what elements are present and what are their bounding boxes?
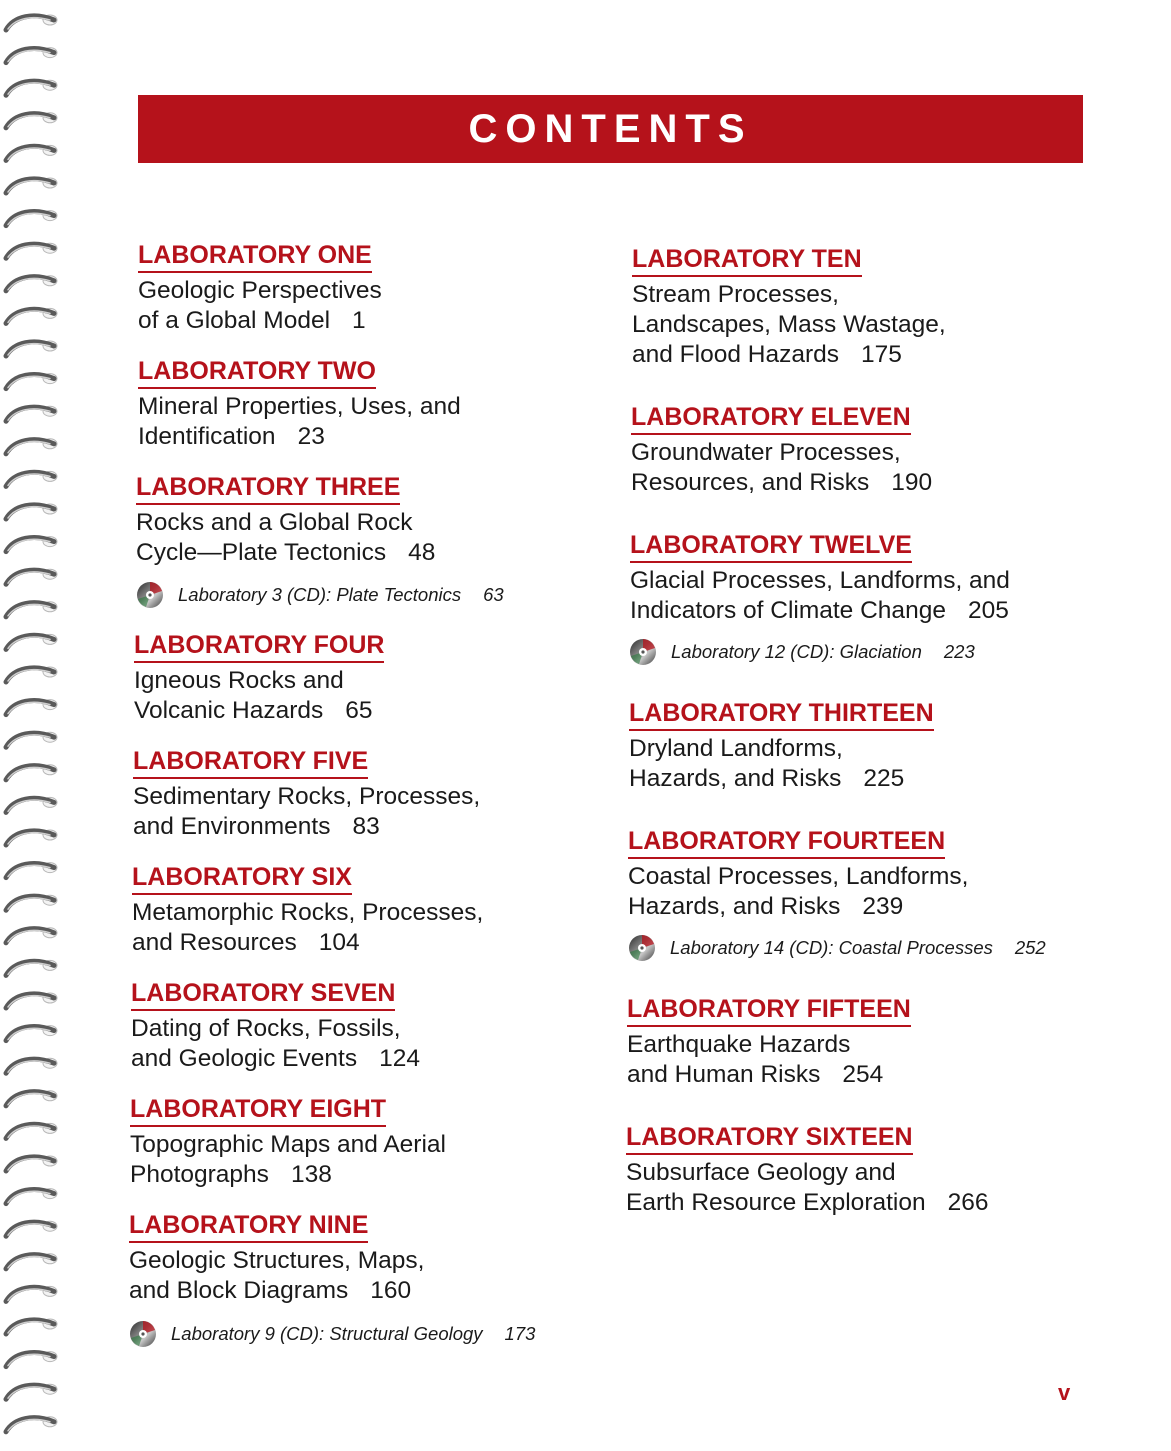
lab-heading: LABORATORY SIX: [132, 862, 352, 895]
toc-entry: [133, 746, 480, 842]
spiral-coil: [6, 1221, 57, 1236]
lab-title-text: of a Global Model: [138, 307, 331, 334]
spiral-coil: [6, 1189, 57, 1204]
spiral-coil: [6, 1091, 57, 1106]
spiral-binding: [0, 0, 70, 1451]
cd-page-number: 173: [504, 1323, 536, 1344]
cd-page-number: 63: [483, 584, 504, 605]
page-folio: v: [1058, 1380, 1071, 1405]
spiral-coil: [6, 1286, 57, 1301]
lab-title-text: Hazards, and Risks: [628, 893, 841, 920]
lab-title-line: [630, 596, 1010, 626]
spiral-coil: [6, 634, 57, 649]
page-number: 124: [379, 1045, 420, 1072]
cd-disc-icon: [136, 581, 164, 609]
lab-title-text: Cycle—Plate Tectonics: [136, 539, 387, 566]
lab-title-text: Identification: [138, 423, 276, 450]
lab-title-line: [134, 666, 384, 696]
spiral-coil: [6, 504, 57, 519]
toc-entry: [136, 472, 435, 568]
spiral-coil: [6, 1123, 57, 1138]
spiral-coil: [6, 15, 57, 30]
spiral-coil: [6, 667, 57, 682]
toc-entry: [626, 1122, 989, 1218]
spiral-coil: [6, 48, 57, 63]
spiral-coil: [6, 1352, 57, 1367]
lab-heading: LABORATORY ONE: [138, 240, 372, 273]
cd-supplement: [628, 934, 1046, 962]
lab-heading: LABORATORY TWELVE: [630, 530, 912, 563]
cd-supplement: [129, 1320, 535, 1348]
lab-title-text: Photographs: [130, 1161, 269, 1188]
toc-entry: [138, 356, 461, 452]
lab-title-text: Igneous Rocks and: [134, 667, 344, 694]
lab-title-text: Coastal Processes, Landforms,: [628, 863, 969, 890]
spiral-coil: [6, 569, 57, 584]
spiral-coil: [6, 537, 57, 552]
toc-entry: [632, 244, 946, 370]
lab-title-text: Subsurface Geology and: [626, 1159, 896, 1186]
lab-title-line: [136, 508, 435, 538]
lab-title-line: [132, 898, 483, 928]
page-number: 83: [352, 813, 380, 840]
lab-title-line: [130, 1160, 446, 1190]
lab-title-text: Resources, and Risks: [631, 469, 870, 496]
lab-title-line: [629, 734, 934, 764]
toc-entry: [132, 862, 483, 958]
lab-title-line: [629, 764, 934, 794]
spiral-coil: [6, 1319, 57, 1334]
lab-title-line: [129, 1246, 424, 1276]
lab-title-text: Topographic Maps and Aerial: [130, 1131, 446, 1158]
page-number: 254: [842, 1061, 884, 1088]
lab-title-line: [131, 1014, 420, 1044]
lab-heading: LABORATORY ELEVEN: [631, 402, 911, 435]
lab-title-text: Mineral Properties, Uses, and: [138, 393, 461, 420]
spiral-coil: [6, 700, 57, 715]
lab-title-text: Hazards, and Risks: [629, 765, 842, 792]
lab-heading: LABORATORY TWO: [138, 356, 376, 389]
page-number: 266: [947, 1189, 989, 1216]
spiral-coil: [6, 145, 57, 160]
lab-title-text: Dryland Landforms,: [629, 735, 843, 762]
cd-supplement: [136, 581, 504, 609]
lab-title-text: Earth Resource Exploration: [626, 1189, 926, 1216]
lab-title-line: [632, 310, 946, 340]
contents-banner: [138, 95, 1083, 163]
page-number: 1: [352, 307, 366, 334]
spiral-coil: [6, 830, 57, 845]
page-number: 23: [297, 423, 325, 450]
spiral-coil: [6, 1384, 57, 1399]
toc-entry: [631, 402, 932, 498]
spiral-coil: [6, 1156, 57, 1171]
cd-page-number: 223: [943, 641, 975, 662]
spiral-coil: [6, 1417, 57, 1432]
lab-title-line: [132, 928, 483, 958]
spiral-coil: [6, 797, 57, 812]
spiral-coil: [6, 80, 57, 95]
lab-title-text: Rocks and a Global Rock: [136, 509, 413, 536]
lab-title-line: [628, 862, 968, 892]
lab-heading: LABORATORY FOURTEEN: [628, 826, 945, 859]
cd-supplement: [629, 638, 975, 666]
lab-title-line: [627, 1060, 911, 1090]
lab-title-line: [138, 422, 461, 452]
spiral-coil: [6, 993, 57, 1008]
lab-heading: LABORATORY THREE: [136, 472, 400, 505]
toc-entry: [629, 698, 934, 794]
lab-title-text: Groundwater Processes,: [631, 439, 901, 466]
page-title: CONTENTS: [468, 106, 753, 151]
spiral-coil: [6, 341, 57, 356]
lab-title-line: [630, 566, 1010, 596]
spiral-coil: [6, 928, 57, 943]
lab-title-text: and Environments: [133, 813, 331, 840]
lab-title-line: [131, 1044, 420, 1074]
cd-label: Laboratory 12 (CD): Glaciation: [671, 641, 922, 662]
toc-entry: [627, 994, 911, 1090]
lab-heading: LABORATORY FIFTEEN: [627, 994, 911, 1027]
lab-title-text: Volcanic Hazards: [134, 697, 324, 724]
toc-entry: [131, 978, 420, 1074]
lab-title-line: [133, 782, 480, 812]
lab-title-line: [628, 892, 968, 922]
cd-label: Laboratory 14 (CD): Coastal Processes: [670, 937, 993, 958]
lab-heading: LABORATORY TEN: [632, 244, 862, 277]
cd-disc-icon: [629, 638, 657, 666]
cd-label: Laboratory 3 (CD): Plate Tectonics: [178, 584, 462, 605]
spiral-coil: [6, 178, 57, 193]
spiral-coil: [6, 406, 57, 421]
spiral-coil: [6, 374, 57, 389]
lab-title-text: Sedimentary Rocks, Processes,: [133, 783, 481, 810]
page-number: 48: [408, 539, 436, 566]
page-number: 175: [861, 341, 902, 368]
lab-title-line: [136, 538, 435, 568]
spiral-coil: [6, 602, 57, 617]
lab-title-line: [134, 696, 384, 726]
lab-title-line: [138, 392, 461, 422]
spiral-coil: [6, 243, 57, 258]
page-number: 225: [863, 765, 905, 792]
lab-title-line: [631, 438, 932, 468]
lab-title-line: [626, 1158, 989, 1188]
page-number: 65: [345, 697, 373, 724]
page-number: 138: [290, 1161, 332, 1188]
toc-entry: [134, 630, 384, 726]
cd-label: Laboratory 9 (CD): Structural Geology: [171, 1323, 483, 1344]
lab-title-line: [626, 1188, 989, 1218]
lab-title-text: Metamorphic Rocks, Processes,: [132, 899, 484, 926]
page-number: 205: [967, 597, 1009, 624]
spiral-coil: [6, 439, 57, 454]
lab-title-text: Earthquake Hazards: [627, 1031, 851, 1058]
lab-title-line: [631, 468, 932, 498]
spiral-coil: [6, 308, 57, 323]
spiral-coil: [6, 895, 57, 910]
spiral-coil: [6, 211, 57, 226]
lab-title-text: Geologic Structures, Maps,: [129, 1247, 425, 1274]
spiral-coil: [6, 863, 57, 878]
lab-title-line: [138, 306, 382, 336]
page-number: 239: [862, 893, 904, 920]
lab-heading: LABORATORY NINE: [129, 1210, 368, 1243]
page-number: 104: [318, 929, 360, 956]
spiral-coil: [6, 960, 57, 975]
lab-title-text: Indicators of Climate Change: [630, 597, 946, 624]
lab-title-line: [133, 812, 480, 842]
toc-entry: [129, 1210, 424, 1306]
spiral-coil: [6, 1058, 57, 1073]
spiral-coil: [6, 276, 57, 291]
lab-heading: LABORATORY SIXTEEN: [626, 1122, 913, 1155]
spiral-coil: [6, 471, 57, 486]
lab-title-line: [130, 1130, 446, 1160]
toc-entry: [130, 1094, 446, 1190]
page-number: 190: [891, 469, 933, 496]
lab-title-line: [632, 280, 946, 310]
lab-title-text: and Human Risks: [627, 1061, 821, 1088]
lab-heading: LABORATORY SEVEN: [131, 978, 395, 1011]
toc-entry: [138, 240, 382, 336]
lab-title-line: [632, 340, 946, 370]
lab-title-text: Dating of Rocks, Fossils,: [131, 1015, 401, 1042]
lab-title-text: and Flood Hazards: [632, 341, 840, 368]
lab-heading: LABORATORY FOUR: [134, 630, 384, 663]
spiral-coil: [6, 1026, 57, 1041]
cd-disc-icon: [129, 1320, 157, 1348]
cd-page-number: 252: [1014, 937, 1046, 958]
lab-title-text: Landscapes, Mass Wastage,: [632, 311, 946, 338]
lab-heading: LABORATORY EIGHT: [130, 1094, 386, 1127]
lab-heading: LABORATORY THIRTEEN: [629, 698, 934, 731]
lab-title-text: Stream Processes,: [632, 281, 839, 308]
lab-title-text: and Resources: [132, 929, 297, 956]
spiral-coil: [6, 1254, 57, 1269]
lab-heading: LABORATORY FIVE: [133, 746, 368, 779]
toc-entry: [628, 826, 968, 922]
lab-title-text: Geologic Perspectives: [138, 277, 382, 304]
page-number: 160: [370, 1277, 412, 1304]
lab-title-text: and Geologic Events: [131, 1045, 358, 1072]
spiral-coil: [6, 113, 57, 128]
spiral-coil: [6, 732, 57, 747]
toc-entry: [630, 530, 1010, 626]
lab-title-text: and Block Diagrams: [129, 1277, 349, 1304]
spiral-coil: [6, 765, 57, 780]
cd-disc-icon: [628, 934, 656, 962]
lab-title-text: Glacial Processes, Landforms, and: [630, 567, 1010, 594]
lab-title-line: [129, 1276, 424, 1306]
lab-title-line: [138, 276, 382, 306]
lab-title-line: [627, 1030, 911, 1060]
